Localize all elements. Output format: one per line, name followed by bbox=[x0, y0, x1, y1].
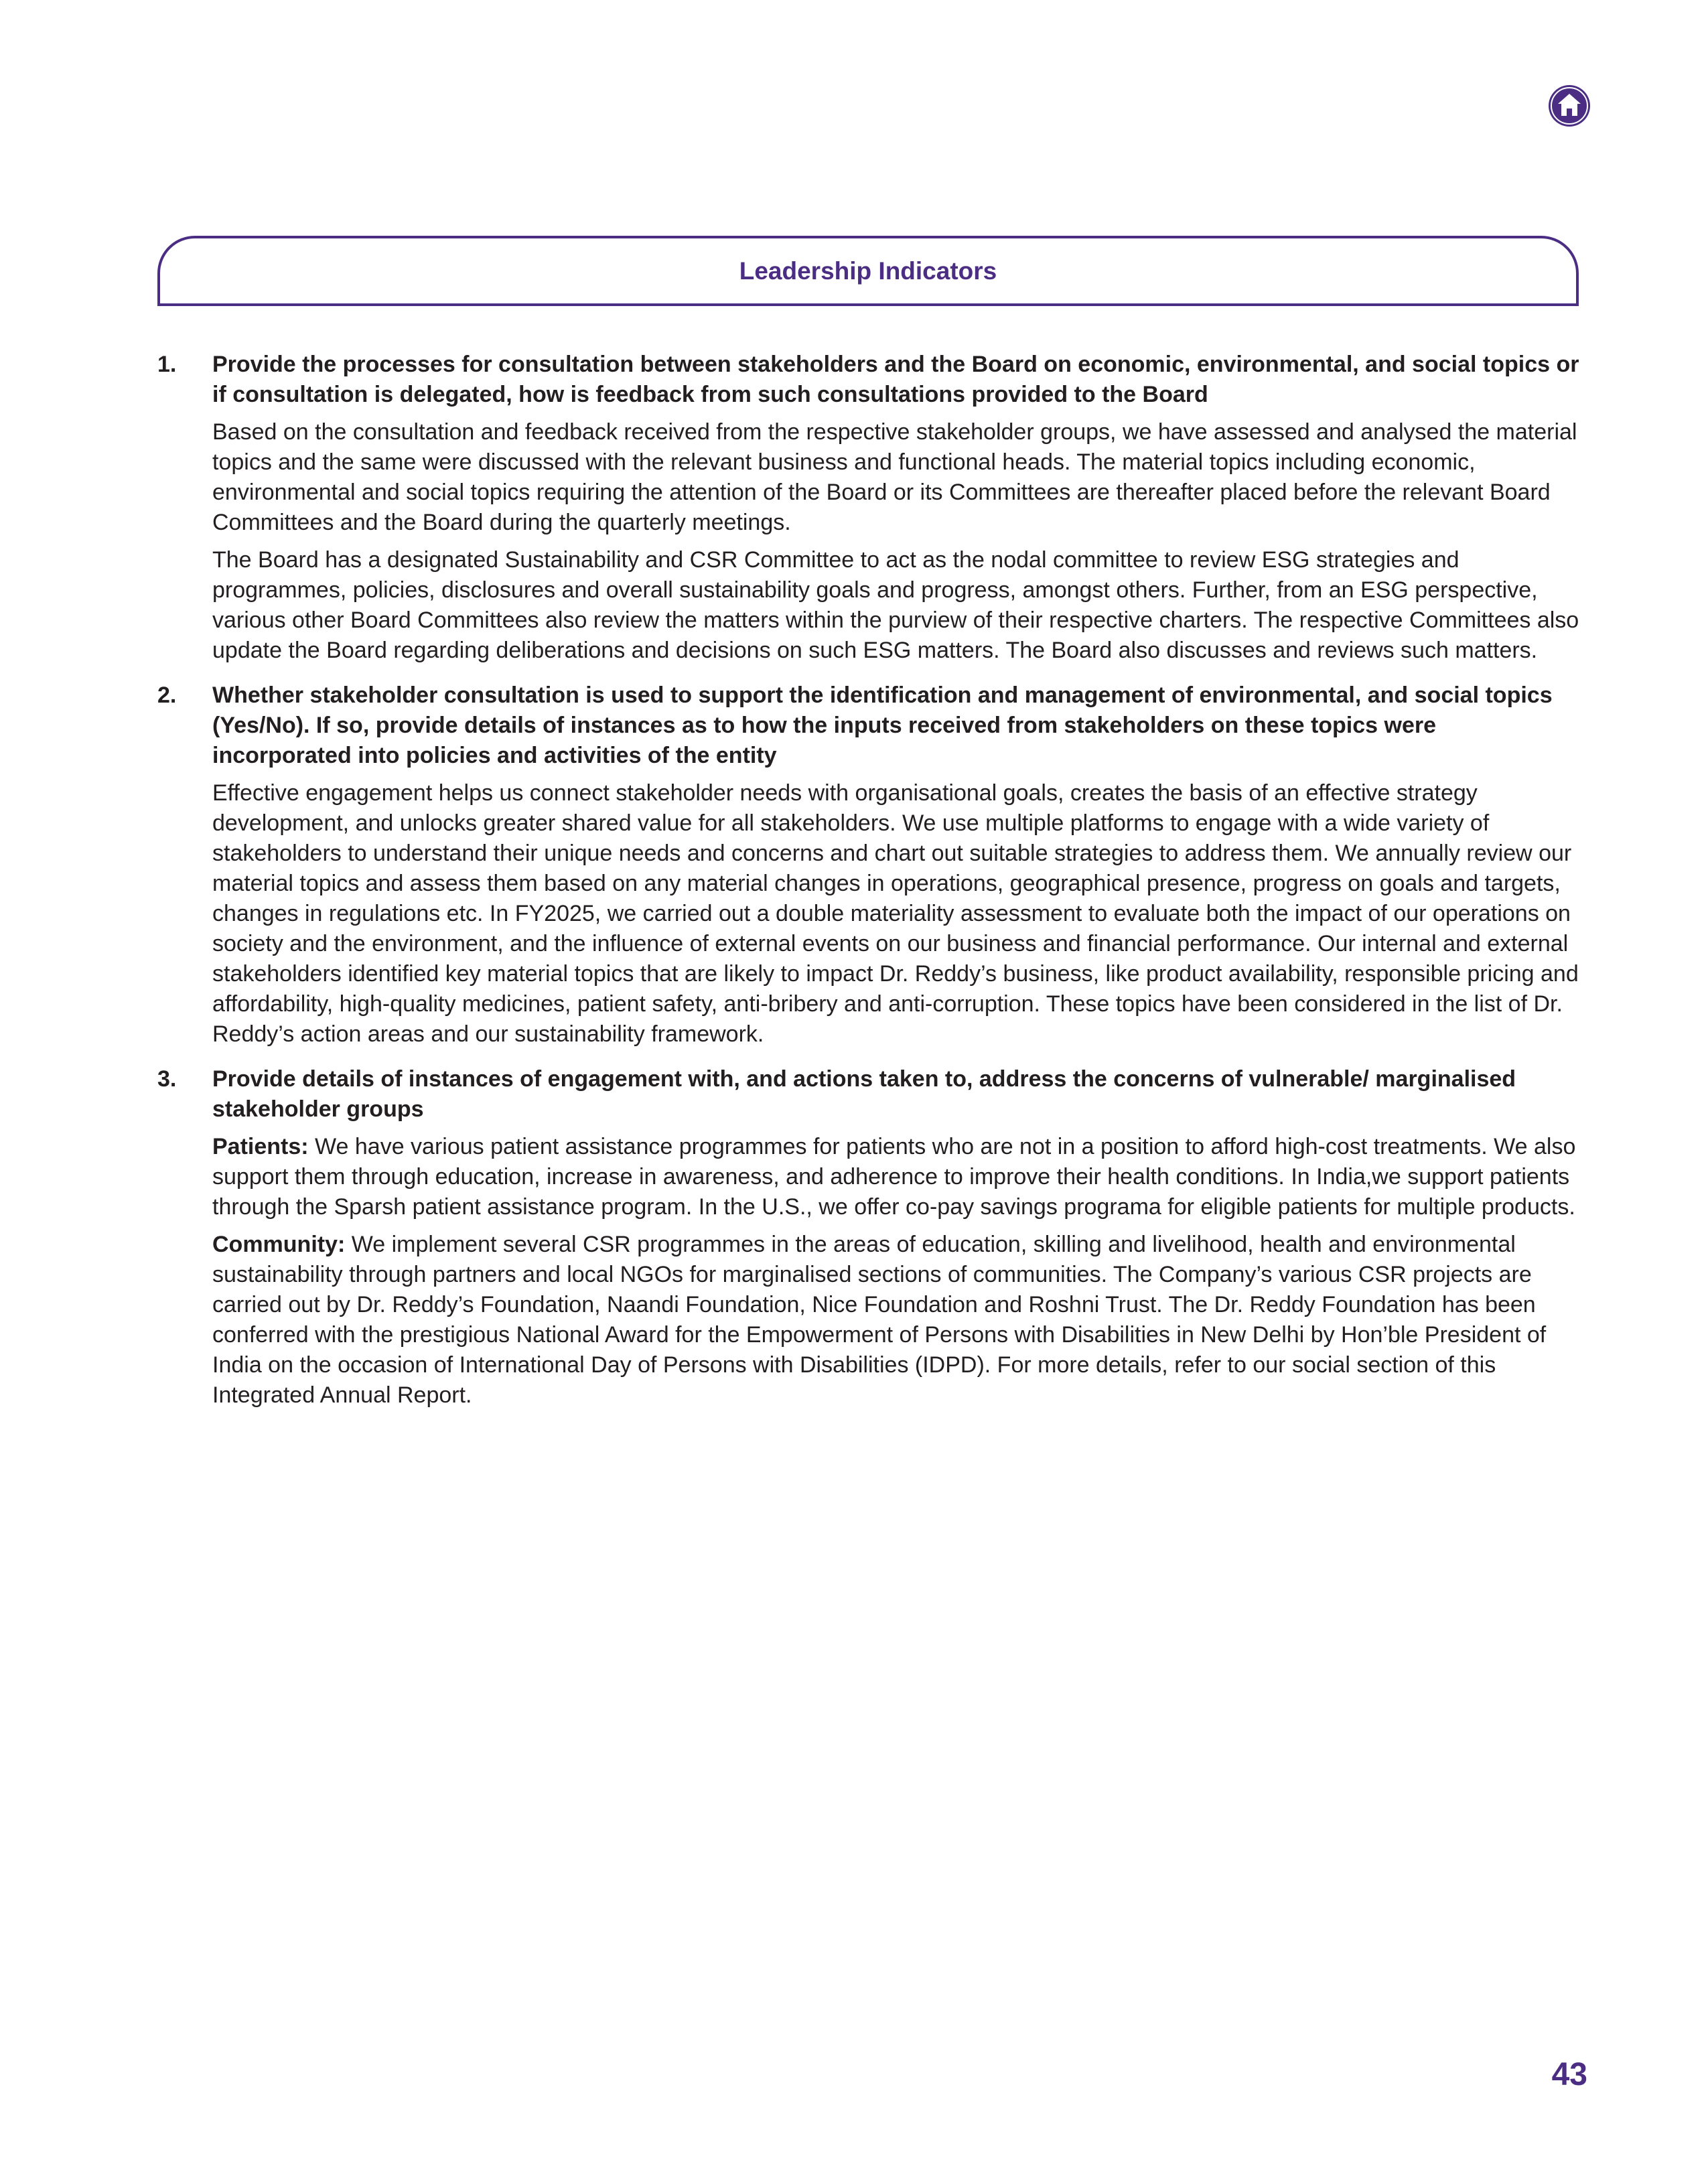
answer-paragraph: Based on the consultation and feedback received from the respective stakeholder groups, we have assessed and analysed the material topics and the same were discussed with the relevant business and functional heads. The material topics including economic, environmental and social topics requiring the attention of the Board or its Committees are thereafter placed before the relevant Board Committees and the Board during the quarterly meetings. bbox=[212, 419, 1577, 535]
patients-text: We have various patient assistance programmes for patients who are not in a position to afford high-cost treatments. We also support them through education, increase in awareness, and adherence to improve their health conditions. In India,we support patients through the Sparsh patient assistance program. In the U.S., we offer co-pay savings programa for eligible patients for multiple products. bbox=[212, 1134, 1576, 1220]
question-item-1 bbox=[157, 350, 1581, 666]
question-text: Whether stakeholder consultation is used to support the identification and management of environmental, and social topics (Yes/No). If so, provide details of instances as to how the inputs received from stakeholders on these topics were incorporated into policies and activities of the entity bbox=[212, 682, 1553, 768]
question-number: 2. bbox=[157, 682, 177, 708]
page-number: 43 bbox=[1551, 2057, 1587, 2092]
content bbox=[157, 350, 1581, 1425]
section-header bbox=[157, 236, 1579, 306]
patients-paragraph bbox=[212, 1132, 1581, 1222]
question-number: 1. bbox=[157, 352, 177, 377]
answer-paragraph: Effective engagement helps us connect stakeholder needs with organisational goals, creates the basis of an effective strategy development, and unlocks greater shared value for all stakeholders. We use multiple platforms to engage with a wide variety of stakeholders to understand their unique needs and concerns and chart out suitable strategies to address them. We annually review our material topics and assess them based on any material changes in operations, geographical presence, progress on goals and targets, changes in regulations etc. In FY2025, we carried out a double materiality assessment to evaluate both the impact of our operations on society and the environment, and the influence of external events on our business and financial performance. Our internal and external stakeholders identified key material topics that are likely to impact Dr. Reddy’s business, like product availability, responsible pricing and affordability, high-quality medicines, patient safety, anti-bribery and anti-corruption. These topics have been considered in the list of Dr. Reddy’s action areas and our sustainability framework. bbox=[212, 780, 1579, 1047]
community-paragraph bbox=[212, 1230, 1581, 1411]
home-button[interactable] bbox=[1547, 84, 1591, 128]
section-title: Leadership Indicators bbox=[739, 257, 997, 285]
question-text: Provide details of instances of engagement with, and actions taken to, address the concerns of vulnerable/ marginalised stakeholder groups bbox=[212, 1066, 1516, 1122]
patients-label: Patients: bbox=[212, 1134, 309, 1159]
question-item-3 bbox=[157, 1064, 1581, 1411]
question-item-2 bbox=[157, 680, 1581, 1050]
question-number: 3. bbox=[157, 1066, 177, 1092]
question-text: Provide the processes for consultation between stakeholders and the Board on economic, environmental, and social topics or if consultation is delegated, how is feedback from such consultations provided to the Board bbox=[212, 352, 1579, 407]
answer-paragraph: The Board has a designated Sustainability and CSR Committee to act as the nodal committee to review ESG strategies and programmes, policies, disclosures and overall sustainability goals and progress, amongst others. Further, from an ESG perspective, various other Board Committees also review the matters within the purview of their respective charters. The respective Committees also update the Board regarding deliberations and decisions on such ESG matters. The Board also discusses and reviews such matters. bbox=[212, 547, 1579, 663]
community-label: Community: bbox=[212, 1232, 346, 1257]
home-icon bbox=[1547, 84, 1591, 128]
community-text: We implement several CSR programmes in the areas of education, skilling and livelihood, health and environmental sustainability through partners and local NGOs for marginalised sections of communities. The Company’s various CSR projects are carried out by Dr. Reddy’s Foundation, Naandi Foundation, Nice Foundation and Roshni Trust. The Dr. Reddy Foundation has been conferred with the prestigious National Award for the Empowerment of Persons with Disabilities in New Delhi by Hon’ble President of India on the occasion of International Day of Persons with Disabilities (IDPD). For more details, refer to our social section of this Integrated Annual Report. bbox=[212, 1232, 1547, 1408]
